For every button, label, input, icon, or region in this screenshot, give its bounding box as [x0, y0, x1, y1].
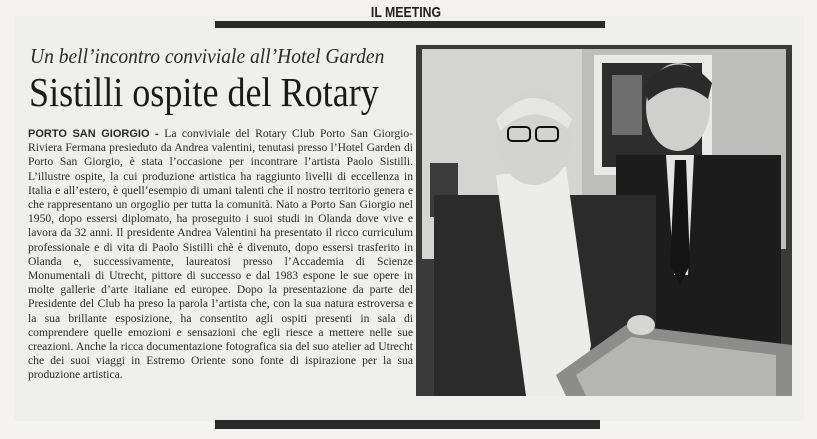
article-headline: Sistilli ospite del Rotary [29, 69, 379, 115]
hand [627, 315, 655, 335]
article-photo [416, 45, 792, 396]
article-kicker: Un bell’incontro conviviale all’Hotel Garden [30, 44, 385, 68]
article-dateline: PORTO SAN GIORGIO - [28, 128, 165, 140]
top-rule [215, 21, 605, 28]
article-body-text: La conviviale del Rotary Club Porto San Giorgio-Riviera Fermana presieduto da Andrea valentini, tenutasi presso l’Hotel Garden di Porto San Giorgio, è stata l’occasione per incontrare l’artista Paolo Sistilli. L’illustre ospite, la cui produzione artistica ha raggiunto livelli di eccellenza in Italia e all’estero, è quell’esempio di umani talenti che il nostro territorio genera e che rappresentano un orgoglio per tutta la comunità. Nato a Porto San Giorgio nel 1950, dopo essersi diplomato, ha proseguito i suoi studi in Olanda dove vive e lavora da 32 anni. Il presidente Andrea Valentini ha presentato il ricco curriculum professionale e di vita di Paolo Sistilli chè è divenuto, dopo essersi trasferito in Olanda e, successivamente, laureatosi presso l’Accademia di Scienze Monumentali di Utrecht, pittore di successo e dal 1983 espone le sue opere in molte gallerie d’arte italiane ed europee. Dopo la presentazione da parte del Presidente del Club ha preso la parola l’artista che, con la sua natura estroversa e la sua brillante esposizione, ha consentito agli ospiti presenti in sala di comprendere quelle emozioni e sensazioni che egli riesce a mettere nelle sue creazioni. Anche la ricca documentazione fotografica sia del suo atelier ad Utrecht che dei suoi viaggi in Estremo Oriente sono fonte di ispirazione per la sua produzione artistica. [28, 127, 413, 382]
painting-detail [612, 75, 642, 135]
bottom-rule [215, 420, 600, 429]
section-label: IL MEETING [370, 4, 442, 21]
photo-illustration [416, 45, 792, 396]
article-body [28, 127, 413, 383]
